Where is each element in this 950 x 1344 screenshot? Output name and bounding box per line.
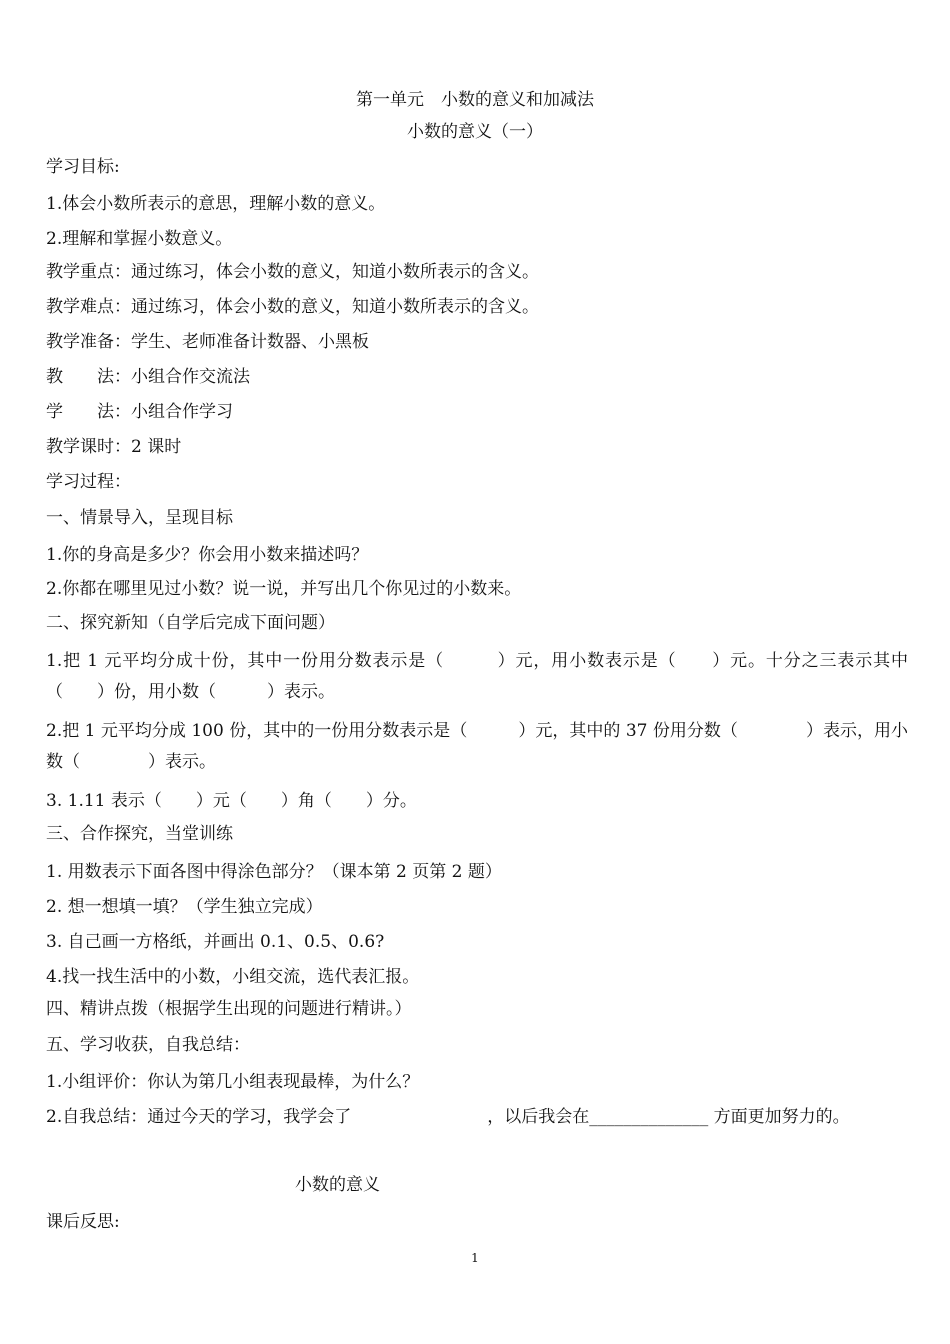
text-line: 学习目标:	[46, 157, 120, 177]
reflection-label: 课后反思:	[46, 1212, 120, 1232]
lesson-title: 小数的意义（一）	[407, 122, 543, 142]
text-line: 1. 用数表示下面各图中得涂色部分？（课本第 2 页第 2 题）	[46, 862, 502, 882]
text-line: 2.你都在哪里见过小数？说一说，并写出几个你见过的小数来。	[46, 579, 522, 599]
text-line: 3. 1.11 表示（ ）元（ ）角（ ）分。	[46, 791, 417, 811]
text-line: 4.找一找生活中的小数，小组交流，选代表汇报。	[46, 967, 420, 987]
text-line: 教学难点：通过练习，体会小数的意义，知道小数所表示的含义。	[46, 297, 539, 317]
section-heading: 一、情景导入，呈现目标	[46, 508, 233, 528]
board-title: 小数的意义	[295, 1175, 380, 1195]
text-line: 学 法：小组合作学习	[46, 402, 233, 422]
text-line: 2.理解和掌握小数意义。	[46, 229, 233, 249]
section-heading: 三、合作探究，当堂训练	[46, 824, 233, 844]
text-line: 教学重点：通过练习，体会小数的意义，知道小数所表示的含义。	[46, 262, 539, 282]
text-line: 学习过程：	[46, 472, 131, 492]
summary-paragraph: 2.自我总结：通过今天的学习，我学会了 ，以后我会在______________ 方面更加努力的。	[46, 1107, 850, 1127]
section-heading: 二、探究新知（自学后完成下面问题）	[46, 613, 335, 633]
section-heading: 四、精讲点拨（根据学生出现的问题进行精讲。）	[46, 999, 412, 1019]
text-line: 2. 想一想填一填？（学生独立完成）	[46, 897, 323, 917]
text-line: 3. 自己画一方格纸，并画出 0.1、0.5、0.6?	[46, 932, 385, 952]
unit-title: 第一单元 小数的意义和加减法	[356, 90, 594, 110]
text-line: 1.体会小数所表示的意思，理解小数的意义。	[46, 194, 386, 214]
text-line: 1.小组评价：你认为第几小组表现最棒，为什么？	[46, 1072, 420, 1092]
text-line: 教 法：小组合作交流法	[46, 367, 250, 387]
text-line: 教学课时：2 课时	[46, 437, 182, 457]
question-paragraph: 1.把 1 元平均分成十份，其中一份用分数表示是（ ）元，用小数表示是（ ）元。十分之三表示其中（ ）份，用小数（ ）表示。	[46, 651, 908, 702]
question-paragraph: 2.把 1 元平均分成 100 份，其中的一份用分数表示是（ ）元，其中的 37 份用分数（ ）表示，用小数（ ）表示。	[46, 721, 908, 772]
text-line: 1.你的身高是多少？你会用小数来描述吗？	[46, 545, 369, 565]
text-line: 教学准备：学生、老师准备计数器、小黑板	[46, 332, 369, 352]
page-number: 1	[471, 1251, 479, 1265]
section-heading: 五、学习收获，自我总结：	[46, 1035, 250, 1055]
